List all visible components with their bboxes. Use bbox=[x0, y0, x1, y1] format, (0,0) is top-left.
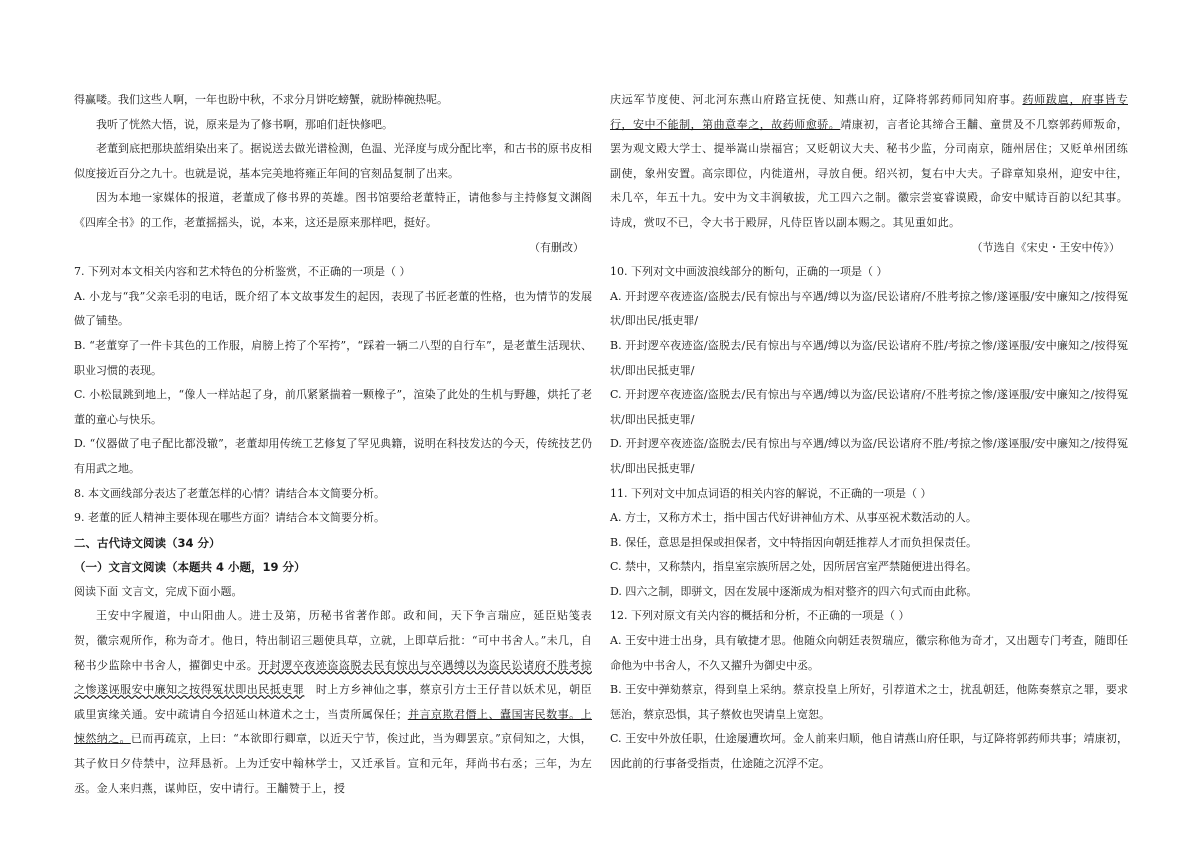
question-12-option-c: C. 王安中外放任职，仕途屡遭坎坷。金人前来归顺，他自请燕山府任职，与辽降将郭药师共事；靖康初，因此前的行事备受指责，仕途随之沉浮不定。 bbox=[610, 732, 1128, 771]
question-9: 9. 老董的匠人精神主要体现在哪些方面？请结合本文简要分析。 bbox=[74, 511, 385, 525]
story-paragraph: 因为本地一家媒体的报道，老董成了修书界的英雄。图书馆要给老董特正，请他参与主持修复文渊阁《四库全书》的工作，老董摇摇头，说，本来，这还是原来那样吧，挺好。 bbox=[74, 191, 592, 229]
right-column bbox=[610, 88, 1128, 777]
question-10: 10. 下列对文中画波浪线部分的断句，正确的一项是（ ） bbox=[610, 265, 888, 279]
reading-instruction: 阅读下面 文言文，完成下面小题。 bbox=[74, 584, 243, 598]
section-heading: 二、古代诗文阅读（34 分） bbox=[74, 535, 221, 550]
question-11-option-a: A. 方士，又称方术士，指中国古代好讲神仙方术、从事巫祝术数活动的人。 bbox=[610, 511, 977, 525]
classical-text-segment: 靖康初，言者论其缔合王黼、童贯及不几察郭药师叛命，罢为观文殿大学士、提举嵩山崇福宫；又贬朝议大夫、秘书少监，分司南京，随州居住；又贬单州团练副使，象州安置。高宗即位，内徙道州，寻放自便。绍兴初，复右中大夫。子辟章知泉州，迎安中往，未几卒，年五十九。安中为文丰润敏拔，尤工四六之制。徽宗尝宴睿谟殿，命安中赋诗百韵以纪其事。诗成，赏叹不已，令大书于殿屏，凡侍臣皆以副本赐之。其见重如此。 bbox=[610, 117, 1129, 229]
classical-text-paragraph bbox=[610, 88, 1128, 236]
underlined-passage: 药师跋扈，府事皆专行，安中不能制，第曲意奉之，故药师愈骄。 bbox=[610, 93, 1129, 131]
source-note: （有删改） bbox=[529, 240, 584, 254]
story-paragraph: 我听了恍然大悟，说，原来是为了修书啊，那咱们赶快修吧。 bbox=[96, 117, 393, 131]
story-paragraph: 老董到底把那块蓝绢染出来了。据说送去做光谱检测，色温、光泽度与成分配比率，和古书的原书皮相似度接近百分之九十。也就是说，基本完美地将雍正年间的官刻品复制了出来。 bbox=[74, 142, 592, 180]
classical-text-paragraph bbox=[74, 604, 592, 801]
question-11-option-c: C. 禁中，又称禁内，指皇室宗族所居之处，因所居宫室严禁随便进出得名。 bbox=[610, 560, 978, 574]
classical-text-segment: 庆远军节度使、河北河东燕山府路宣抚使、知燕山府，辽降将郭药师同知府事。 bbox=[610, 93, 1023, 106]
question-10-option-c: C. 开封逻卒夜迹盗/盗脱去/民有惊出与卒遇/缚以为盗/民讼诸府/不胜考掠之惨/遂诬服/安中廉知之/按得冤状/即出民抵吏罪/ bbox=[610, 388, 1128, 426]
question-7-option-c: C. 小松鼠跳到地上，“像人一样站起了身，前爪紧紧揣着一颗橡子”，渲染了此处的生机与野趣，烘托了老董的童心与快乐。 bbox=[74, 388, 592, 426]
wavy-underlined-passage: 开封逻卒夜迹盗盗脱去民有惊出与卒遇缚以为盗民讼诸府不胜考掠之惨遂诬服安中廉知之按得冤状即出民抵吏罪 bbox=[74, 658, 592, 697]
story-paragraph: 得赢喽。我们这些人啊，一年也盼中秋，不求分月饼吃螃蟹，就盼棒碗热呢。 bbox=[74, 93, 448, 106]
question-12: 12. 下列对原文有关内容的概括和分析，不正确的一项是（ ） bbox=[610, 609, 910, 623]
question-10-option-b: B. 开封逻卒夜迹盗/盗脱去/民有惊出与卒遇/缚以为盗/民讼诸府不胜/考掠之惨/遂诬服/安中廉知之/按得冤状/即出民抵吏罪/ bbox=[610, 338, 1128, 377]
classical-text-segment: 王安中字履道，中山阳曲人。进士及第，历秘书省著作郎。政和间，天下争言瑞应，延臣贴笺表贺，徽宗观所作，称为奇才。他日，特出制诏三题使具草，立就，上即草后批：“可中书舍人。”未几，自秘书少监除中书舍人，擢御史中丞。 bbox=[74, 609, 592, 672]
question-10-option-d: D. 开封逻卒夜迹盗/盗脱去/民有惊出与卒遇/缚以为盗/民讼诸府不胜/考掠之惨/遂诬服/安中廉知之/按得冤状/即出民抵吏罪/ bbox=[610, 437, 1128, 475]
question-11-option-b: B. 保任，意思是担保或担保者，文中特指因向朝廷推荐人才而负担保责任。 bbox=[610, 535, 978, 549]
left-column bbox=[74, 88, 592, 801]
source-note: （节选自《宋史・王安中传》） bbox=[971, 240, 1120, 254]
question-7-option-b: B. “老董穿了一件卡其色的工作服，肩膀上挎了个军挎”，“踩着一辆二八型的自行车”，是老董生活现状、职业习惯的表现。 bbox=[74, 338, 592, 377]
question-7-option-d: D. “仪器做了电子配比都没辙”，老董却用传统工艺修复了罕见典籍，说明在科技发达的今天，传统技艺仍有用武之地。 bbox=[74, 437, 592, 475]
question-12-option-a: A. 王安中进士出身，具有敏捷才思。他随众向朝廷表贺瑞应，徽宗称他为奇才，又出题专门考查，随即任命他为中书舍人，不久又擢升为御史中丞。 bbox=[610, 634, 1128, 672]
question-11: 11. 下列对文中加点词语的相关内容的解说，不正确的一项是（ ） bbox=[610, 486, 932, 500]
question-10-option-a: A. 开封逻卒夜迹盗/盗脱去/民有惊出与卒遇/缚以为盗/民讼诸府/不胜考掠之惨/遂诬服/安中廉知之/按得冤状/即出民/抵吏罪/ bbox=[610, 289, 1128, 328]
classical-text-segment: 已而再疏京，上曰：“本欲即行卿章，以近天宁节，俟过此，当为卿罢京。”京伺知之，大惧，其子攸日夕侍禁中，泣拜恳祈。上为迁安中翰林学士，又迁承旨。宣和元年，拜尚书右丞；三年，为左丞。金人来归燕，谋帅臣，安中请行。王黼赞于上，授 bbox=[74, 732, 593, 795]
question-8: 8. 本文画线部分表达了老董怎样的心情？请结合本文简要分析。 bbox=[74, 486, 385, 500]
question-11-option-d: D. 四六之制，即骈文，因在发展中逐渐成为相对整齐的四六句式而由此称。 bbox=[610, 584, 978, 598]
question-12-option-b: B. 王安中弹劾蔡京，得到皇上采纳。蔡京投皇上所好，引荐道术之士，扰乱朝廷，他陈奏蔡京之罪，要求惩治，蔡京恐惧，其子蔡攸也哭请皇上宽恕。 bbox=[610, 683, 1128, 721]
question-7-option-a: A. 小龙与“我”父亲毛羽的电话，既介绍了本文故事发生的起因，表现了书匠老董的性格，也为情节的发展做了铺垫。 bbox=[74, 289, 592, 328]
classical-text-segment: 时上方乡神仙之事，蔡京引方士王仔昔以妖术见，朝臣戚里寅缘关通。安中疏请自今招延山林道术之士，当责所属保任； bbox=[74, 683, 592, 721]
question-7: 7. 下列对本文相关内容和艺术特色的分析鉴赏，不正确的一项是（ ） bbox=[74, 265, 411, 279]
underlined-passage: 并言京欺君僭上、蠹国害民数事。上悚然纳之。 bbox=[74, 707, 592, 746]
subsection-heading: （一）文言文阅读（本题共 4 小题，19 分） bbox=[74, 560, 306, 575]
